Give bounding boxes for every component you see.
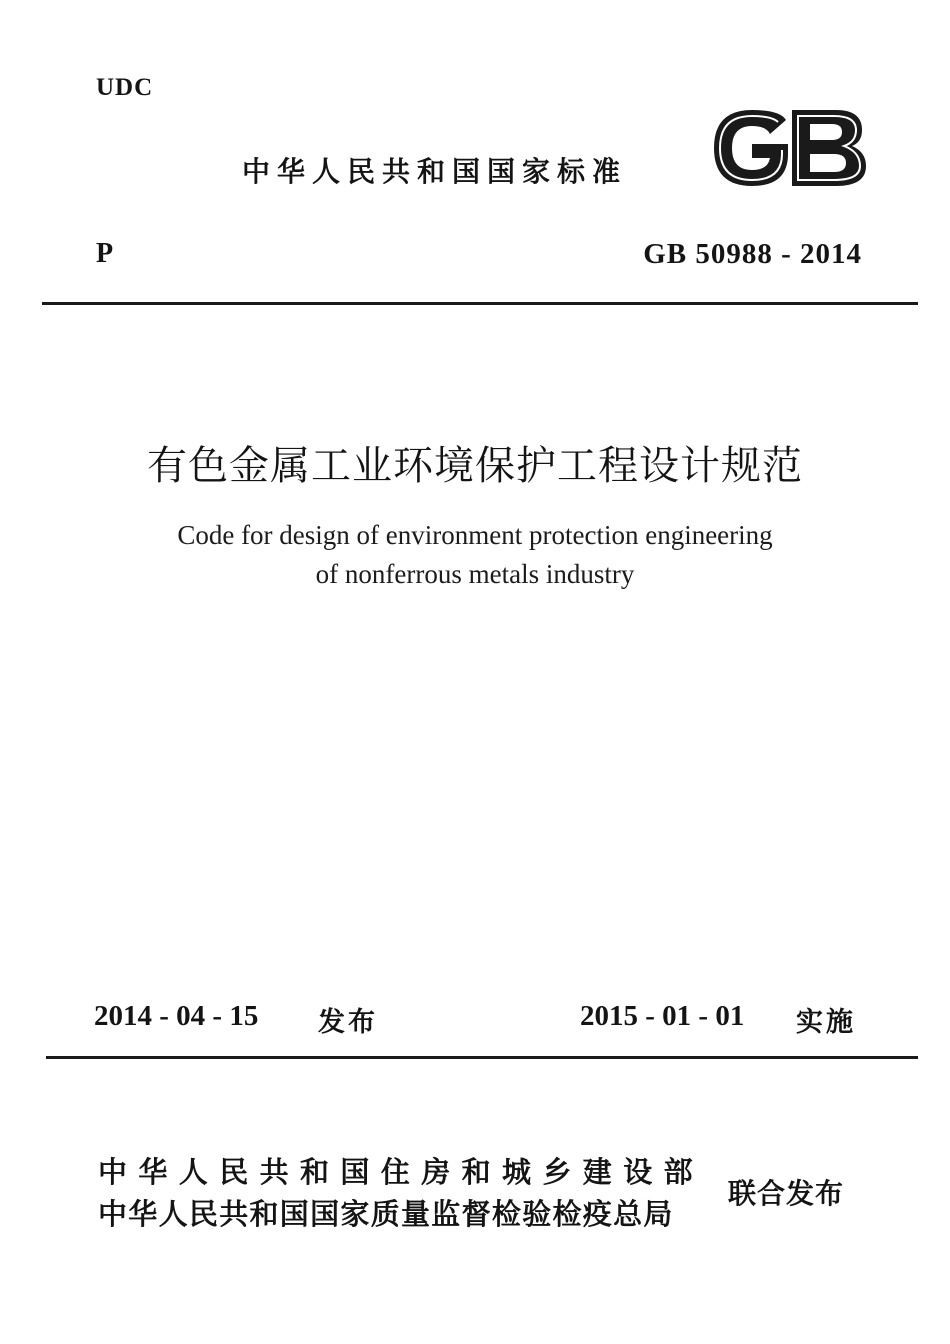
issuer-aqsiq: 中华人民共和国国家质量监督检验检疫总局	[98, 1197, 674, 1231]
national-standard-heading: 中华人民共和国国家标准	[242, 155, 628, 188]
standard-number: GB 50988 - 2014	[643, 238, 862, 270]
implementation-label: 实施	[796, 1007, 856, 1038]
issuer-ministry-housing: 中华人民共和国住房和城乡建设部	[98, 1155, 705, 1189]
gb-logo-icon	[708, 106, 868, 190]
title-english-line2: of nonferrous metals industry	[315, 559, 635, 589]
issue-date: 2014 - 04 - 15	[94, 1000, 259, 1032]
issue-label: 发布	[318, 1007, 378, 1038]
title-english-line1: Code for design of environment protection engineering	[177, 520, 773, 550]
implementation-date: 2015 - 01 - 01	[580, 1000, 745, 1032]
udc-label: UDC	[96, 74, 154, 101]
title-chinese: 有色金属工业环境保护工程设计规范	[147, 443, 803, 489]
top-divider	[42, 302, 918, 305]
bottom-divider	[46, 1056, 918, 1059]
joint-issue-label: 联合发布	[728, 1177, 845, 1210]
classification-code: P	[96, 238, 114, 269]
